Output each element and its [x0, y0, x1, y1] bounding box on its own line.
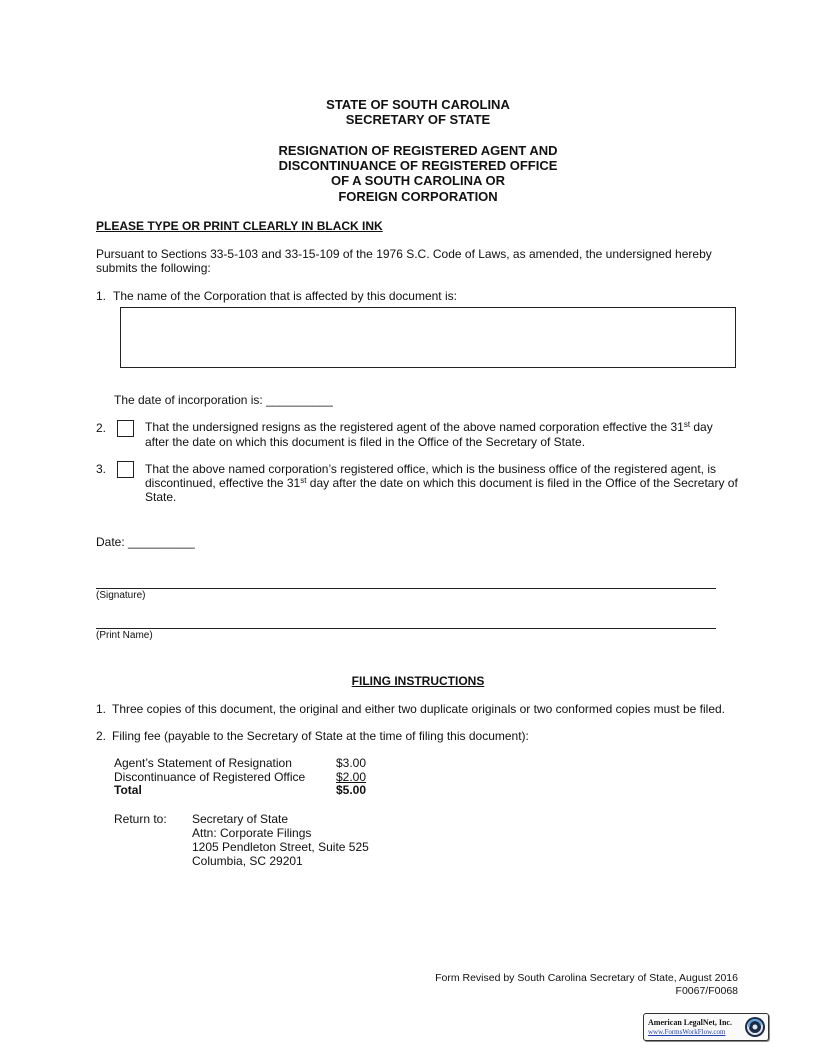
form-title-line-3: OF A SOUTH CAROLINA OR	[330, 173, 506, 188]
item-1-number: 1.	[96, 289, 107, 303]
item-2-text-line-1: That the undersigned resigns as the registered agent of the above named corporation effective the 31st day	[145, 420, 713, 434]
incorporation-date-field[interactable]: The date of incorporation is: __________	[114, 393, 333, 407]
return-to-label: Return to:	[114, 812, 167, 826]
state-heading: STATE OF SOUTH CAROLINA	[326, 97, 510, 112]
fee-total-amount: $5.00	[336, 783, 367, 797]
item-2-text-line-2: after the date on which this document is filed in the Office of the Secretary of State.	[145, 435, 586, 449]
print-name-line[interactable]	[96, 628, 716, 629]
fee-row	[114, 771, 366, 785]
date-field[interactable]: Date: __________	[96, 535, 195, 549]
form-number: F0067/F0068	[675, 985, 738, 997]
return-address	[192, 812, 369, 868]
logo-company-name: American LegalNet, Inc.	[648, 1018, 732, 1027]
american-legalnet-logo[interactable]	[643, 1013, 769, 1041]
fee-amount: $2.00	[336, 769, 367, 784]
item-3-text-line-1: That the above named corporation’s registered office, which is the business office of the registered agent, is	[145, 462, 717, 476]
form-title-line-2: DISCONTINUANCE OF REGISTERED OFFICE	[278, 158, 558, 173]
print-name-caption: (Print Name)	[96, 630, 153, 641]
fee-amount: $3.00	[336, 756, 367, 770]
signature-caption: (Signature)	[96, 590, 146, 601]
form-title-line-1: RESIGNATION OF REGISTERED AGENT AND	[278, 143, 558, 158]
filing-instructions-title: FILING INSTRUCTIONS	[351, 674, 485, 688]
filing-item-2-number: 2.	[96, 729, 107, 743]
fee-label: Agent’s Statement of Resignation	[114, 756, 292, 770]
filing-item-1-text: Three copies of this document, the original and either two duplicate originals or two conformed copies must be filed.	[112, 702, 725, 716]
fee-total-label: Total	[114, 783, 142, 797]
discontinue-office-checkbox[interactable]	[117, 461, 134, 478]
fee-total-row	[114, 784, 366, 798]
item-3-number: 3.	[96, 462, 107, 476]
item-3-text-line-2: discontinued, effective the 31st day after the date on which this document is filed in the Office of the Secretary of	[145, 476, 738, 490]
corporation-name-value	[121, 308, 735, 320]
corporation-name-field[interactable]	[120, 307, 736, 368]
swirl-logo-icon	[744, 1016, 766, 1038]
signature-line[interactable]	[96, 588, 716, 589]
fee-label: Discontinuance of Registered Office	[114, 769, 306, 784]
filing-item-1-number: 1.	[96, 702, 107, 716]
address-line: Columbia, SC 29201	[192, 854, 303, 868]
fee-table	[114, 757, 366, 798]
office-heading: SECRETARY OF STATE	[345, 112, 491, 127]
form-title-line-4: FOREIGN CORPORATION	[338, 189, 498, 204]
address-line: Secretary of State	[192, 812, 289, 826]
intro-line-1: Pursuant to Sections 33-5-103 and 33-15-109 of the 1976 S.C. Code of Laws, as amended, the undersigned hereby	[96, 247, 712, 261]
resign-agent-checkbox[interactable]	[117, 420, 134, 437]
intro-line-2: submits the following:	[96, 261, 211, 275]
item-2-number: 2.	[96, 421, 107, 435]
revision-note: Form Revised by South Carolina Secretary of State, August 2016	[435, 972, 738, 984]
address-line: Attn: Corporate Filings	[192, 826, 312, 840]
filing-item-2-text: Filing fee (payable to the Secretary of State at the time of filing this document):	[112, 729, 529, 743]
ink-instruction: PLEASE TYPE OR PRINT CLEARLY IN BLACK INK	[96, 219, 383, 233]
logo-url: www.FormsWorkFlow.com	[648, 1028, 726, 1036]
item-1-label: The name of the Corporation that is affected by this document is:	[113, 289, 457, 303]
address-line: 1205 Pendleton Street, Suite 525	[192, 840, 369, 854]
fee-row	[114, 757, 366, 771]
item-3-text-line-3: State.	[145, 490, 177, 504]
